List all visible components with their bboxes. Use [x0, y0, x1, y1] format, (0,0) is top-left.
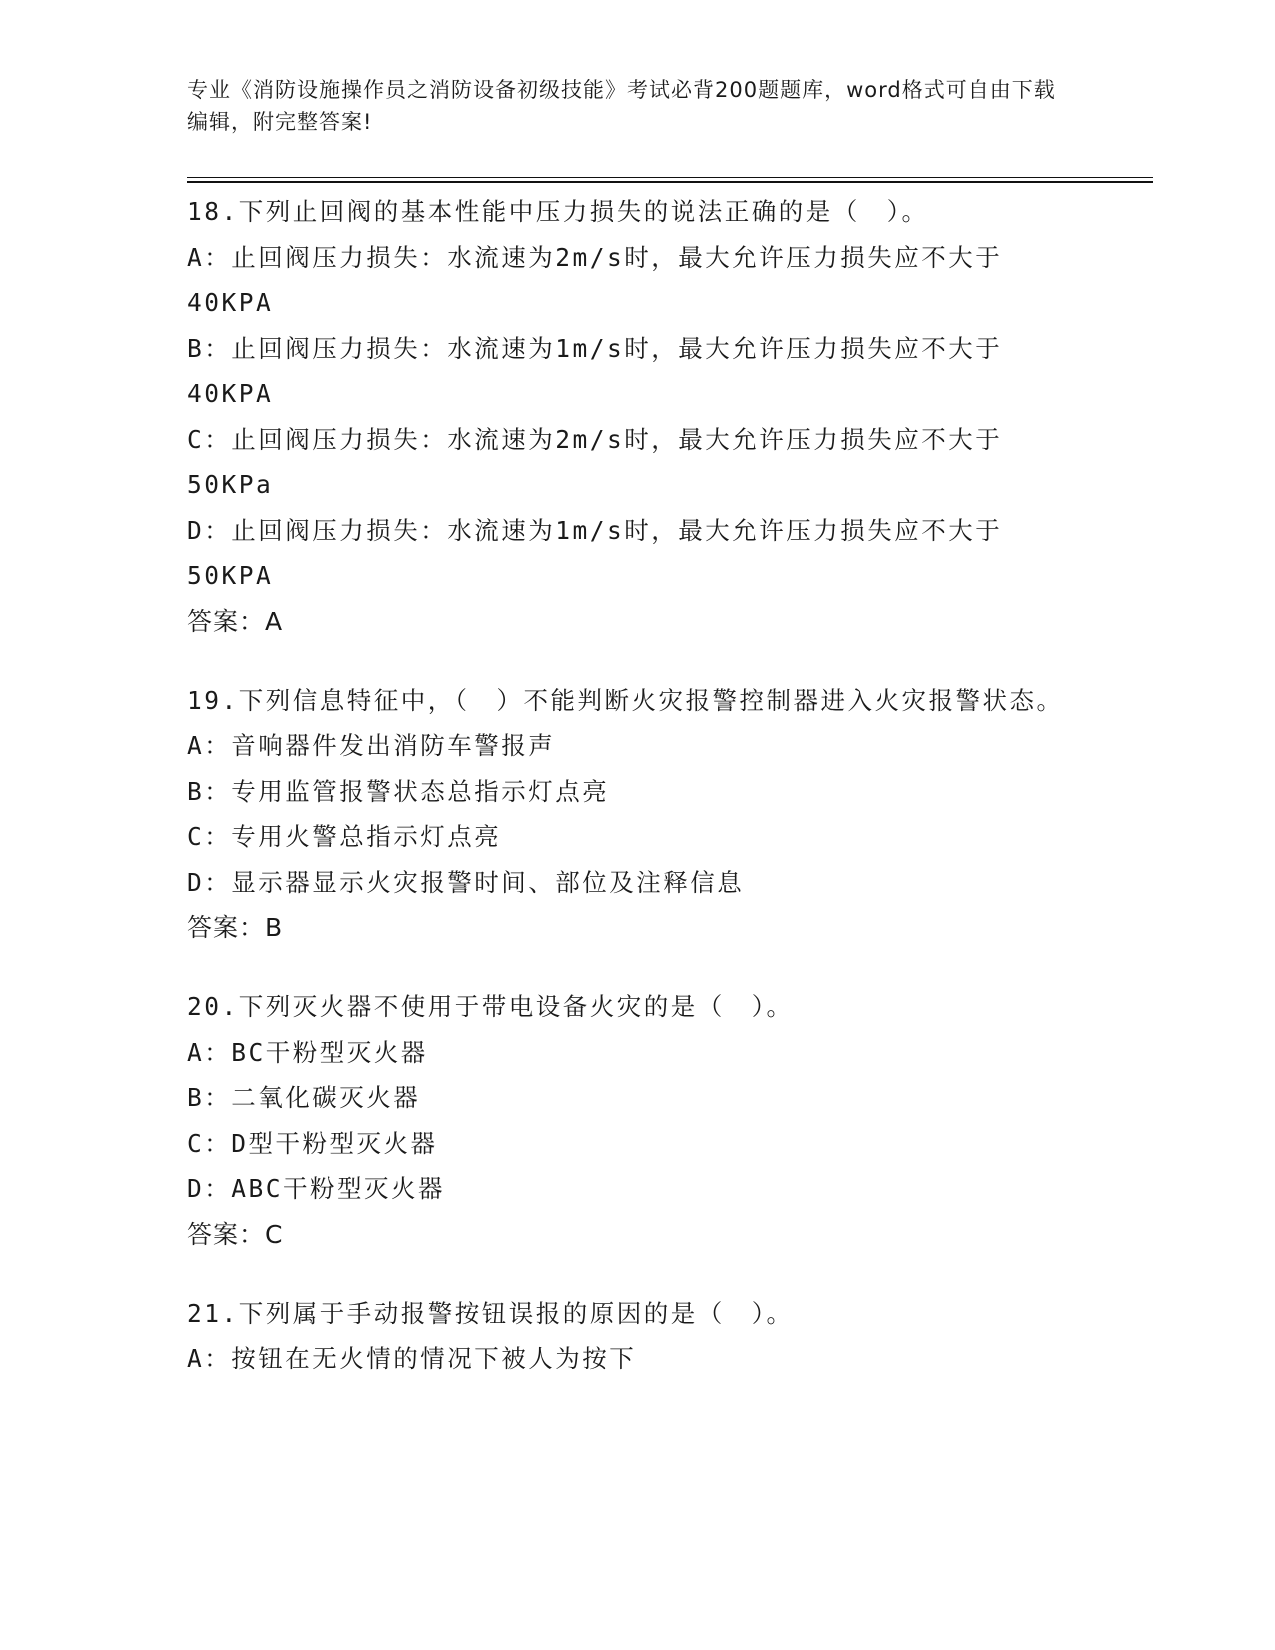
option-c: C：止回阀压力损失：水流速为2m/s时，最大允许压力损失应不大于50KPa	[187, 424, 1003, 499]
option-a: A：BC干粉型灭火器	[187, 1037, 428, 1067]
option-c: C：D型干粉型灭火器	[187, 1128, 438, 1158]
document-header: 专业《消防设施操作员之消防设备初级技能》考试必背200题题库，word格式可自由下载编辑，附完整答案!	[187, 78, 1056, 134]
question-18	[187, 189, 1087, 644]
question-text: 18.下列止回阀的基本性能中压力损失的说法正确的是（ ）。	[187, 197, 929, 226]
option-b: B：二氧化碳灭火器	[187, 1083, 421, 1112]
header-divider	[187, 177, 1153, 178]
header-divider-thick	[187, 181, 1153, 183]
option-c: C：专用火警总指示灯点亮	[187, 822, 502, 851]
option-d: D：显示器显示火灾报警时间、部位及注释信息	[187, 867, 745, 897]
question-list	[187, 189, 1087, 1416]
question-text: 21.下列属于手动报警按钮误报的原因的是（ ）。	[187, 1298, 794, 1328]
option-d: D：ABC干粉型灭火器	[187, 1174, 446, 1203]
question-20	[187, 984, 1087, 1257]
question-text: 19.下列信息特征中，（ ）不能判断火灾报警控制器进入火灾报警状态。	[187, 685, 1064, 715]
answer-label: 答案：B	[187, 913, 284, 942]
question-text: 20.下列灭火器不使用于带电设备火灾的是（ ）。	[187, 992, 794, 1021]
option-a: A：止回阀压力损失：水流速为2m/s时，最大允许压力损失应不大于40KPA	[187, 242, 1003, 317]
answer-label: 答案：C	[187, 1219, 284, 1249]
option-b: B：止回阀压力损失：水流速为1m/s时，最大允许压力损失应不大于40KPA	[187, 333, 1003, 408]
answer-label: 答案：A	[187, 606, 284, 636]
question-21	[187, 1291, 1087, 1382]
question-19	[187, 678, 1087, 951]
option-a: A：按钮在无火情的情况下被人为按下	[187, 1344, 637, 1373]
option-d: D：止回阀压力损失：水流速为1m/s时，最大允许压力损失应不大于50KPA	[187, 515, 1003, 590]
option-b: B：专用监管报警状态总指示灯点亮	[187, 776, 610, 806]
option-a: A：音响器件发出消防车警报声	[187, 731, 556, 760]
